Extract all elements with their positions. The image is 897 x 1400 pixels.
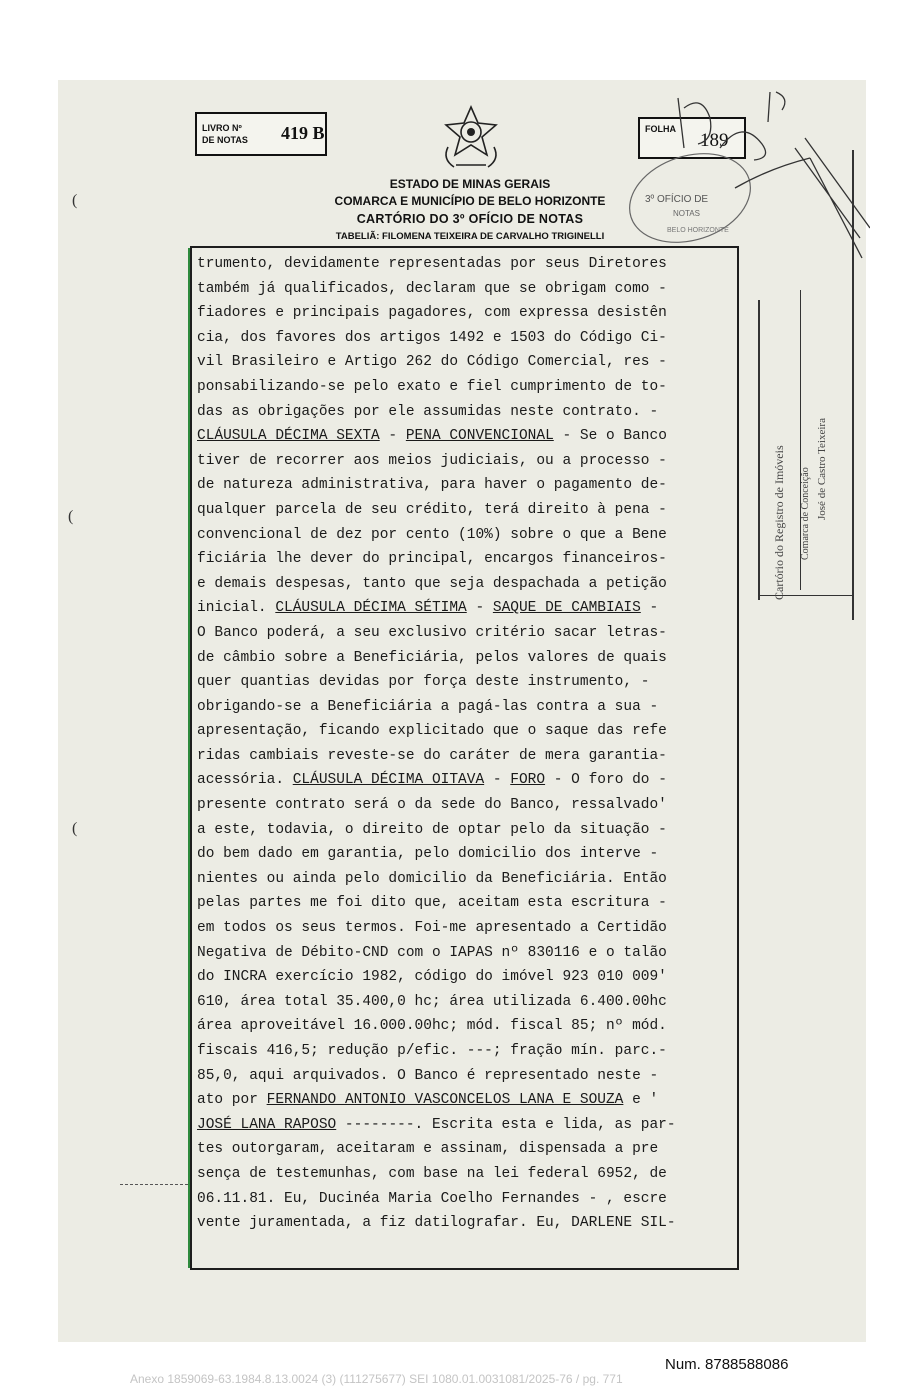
stamp-line1: 3º OFÍCIO DE	[645, 194, 709, 205]
margin-note-official: José de Castro Teixeira	[816, 418, 828, 520]
text-line: presente contrato será o da sede do Banco, ressalvado'	[197, 797, 667, 814]
margin-note-comarca: Comarca de Conceição	[800, 467, 811, 560]
clause-18-title: CLÁUSULA DÉCIMA OITAVA	[292, 772, 485, 789]
text-line: acessória. CLÁUSULA DÉCIMA OITAVA - FORO - O foro do -	[197, 772, 667, 789]
text-line: ridas cambiais reveste-se do caráter de mera garantia-	[197, 747, 667, 764]
clause-17-title: CLÁUSULA DÉCIMA SÉTIMA	[275, 600, 467, 617]
text-line: fiadores e principais pagadores, com expressa desistên	[197, 305, 667, 322]
representative-name-1: FERNANDO ANTONIO VASCONCELOS LANA E SOUZA	[266, 1092, 624, 1109]
clause-16-subject: PENA CONVENCIONAL	[405, 428, 554, 445]
left-mark: (	[72, 192, 78, 209]
text-line: quer quantias devidas por força deste instrumento, -	[197, 674, 650, 691]
livro-number: 419 B	[281, 123, 325, 143]
stamp-line3: BELO HORIZONTE	[667, 227, 729, 234]
clause-17-subject: SAQUE DE CAMBIAIS	[492, 600, 641, 617]
text-line: fiscais 416,5; redução p/efic. ---; fração mín. parc.-	[197, 1043, 667, 1059]
text-line: qualquer parcela de seu crédito, terá direito à pena -	[197, 501, 667, 518]
text-line: cia, dos favores dos artigos 1492 e 1503 do Código Ci-	[197, 329, 667, 346]
text-line: vil Brasileiro e Artigo 262 do Código Comercial, res -	[197, 354, 667, 371]
text-line: ponsabilizando-se pelo exato e fiel cumprimento de to-	[197, 378, 667, 395]
livro-box	[195, 112, 327, 156]
text-line: do bem dado em garantia, pelo domicilio dos interve -	[197, 846, 659, 863]
text-line: das as obrigações por ele assumidas neste contrato. -	[197, 403, 659, 420]
text-line: vente juramentada, a fiz datilografar. Eu, DARLENE SIL-	[197, 1215, 676, 1232]
text-line: CLÁUSULA DÉCIMA SEXTA - PENA CONVENCIONAL - Se o Banco	[197, 428, 667, 445]
text-line: 06.11.81. Eu, Ducinéa Maria Coelho Fernandes - , escre	[197, 1190, 667, 1207]
header-tabelia: TABELIÃ: FILOMENA TEIXEIRA DE CARVALHO TRIGINELLI	[335, 231, 605, 242]
text-line: de câmbio sobre a Beneficiária, pelos valores de quais	[197, 649, 667, 666]
text-line: 610, área total 35.400,0 hc; área utilizada 6.400.00hc	[197, 993, 667, 1010]
left-mark: (	[72, 820, 78, 837]
clause-18-subject: FORO	[510, 772, 546, 789]
coat-of-arms-icon	[438, 103, 504, 173]
livro-label: LIVRO Nº DE NOTAS	[202, 123, 248, 145]
left-mark: (	[68, 508, 74, 525]
text-line: pelas partes me foi dito que, aceitam esta escritura -	[197, 895, 667, 912]
text-line: de natureza administrativa, para haver o pagamento de-	[197, 477, 667, 494]
clause-16-title: CLÁUSULA DÉCIMA SEXTA	[197, 428, 380, 445]
document-number: Num. 8788588086	[665, 1356, 789, 1373]
text-line: nientes ou ainda pelo domicilio da Beneficiária. Então	[197, 870, 667, 887]
text-line: ficiária lhe dever do principal, encargos financeiros-	[197, 551, 667, 568]
stamp-line2: NOTAS	[673, 209, 700, 218]
text-line: obrigando-se a Beneficiária a pagá-las contra a sua -	[197, 698, 659, 715]
header-state: ESTADO DE MINAS GERAIS	[389, 177, 551, 191]
margin-line-3	[852, 150, 854, 620]
text-line: tes outorgaram, aceitaram e assinam, dispensada a pre	[197, 1141, 659, 1158]
annex-reference: Anexo 1859069-63.1984.8.13.0024 (3) (111275677) SEI 1080.01.0031081/2025-76 / pg. 771	[130, 1372, 623, 1386]
header-comarca: COMARCA E MUNICÍPIO DE BELO HORIZONTE	[334, 194, 606, 208]
text-line: do INCRA exercício 1982, código do imóvel 923 010 009'	[197, 969, 667, 986]
folha-number: 189	[700, 130, 729, 151]
text-line: trumento, devidamente representadas por seus Diretores	[197, 256, 667, 272]
text-line: inicial. CLÁUSULA DÉCIMA SÉTIMA - SAQUE DE CAMBIAIS -	[197, 600, 659, 617]
header-cartorio: CARTÓRIO DO 3º OFÍCIO DE NOTAS	[356, 212, 584, 226]
text-line: área aproveitável 16.000.00hc; mód. fiscal 85; nº mód.	[197, 1018, 667, 1035]
folha-label: FOLHA	[645, 124, 676, 134]
text-line: 85,0, aqui arquivados. O Banco é representado neste -	[197, 1067, 659, 1084]
representative-name-2: JOSÉ LANA RAPOSO	[197, 1116, 337, 1133]
text-line: tiver de recorrer aos meios judiciais, ou a processo -	[197, 452, 667, 469]
text-line: O Banco poderá, a seu exclusivo critério sacar letras-	[197, 624, 667, 641]
text-line: em todos os seus termos. Foi-me apresentado a Certidão	[197, 920, 667, 937]
text-line: JOSÉ LANA RAPOSO --------. Escrita esta e lida, as par-	[197, 1116, 676, 1133]
margin-line-1	[758, 300, 760, 600]
left-dash-line	[120, 1184, 188, 1186]
text-line: apresentação, ficando explicitado que o saque das refe	[197, 723, 667, 740]
deed-text	[197, 252, 735, 1236]
text-line: e demais despesas, tanto que seja despachada a petição	[197, 575, 667, 592]
text-line: a este, todavia, o direito de optar pelo da situação -	[197, 821, 667, 838]
text-line: sença de testemunhas, com base na lei federal 6952, de	[197, 1165, 667, 1182]
text-line: convencional de dez por cento (10%) sobre o que a Bene	[197, 526, 667, 543]
text-line: ato por FERNANDO ANTONIO VASCONCELOS LANA E SOUZA e '	[197, 1092, 659, 1109]
text-line: também já qualificados, declaram que se obrigam como -	[197, 280, 667, 297]
text-line: Negativa de Débito-CND com o IAPAS nº 830116 e o talão	[197, 944, 667, 961]
margin-note-registry: Cartório do Registro de Imóveis	[772, 445, 786, 600]
